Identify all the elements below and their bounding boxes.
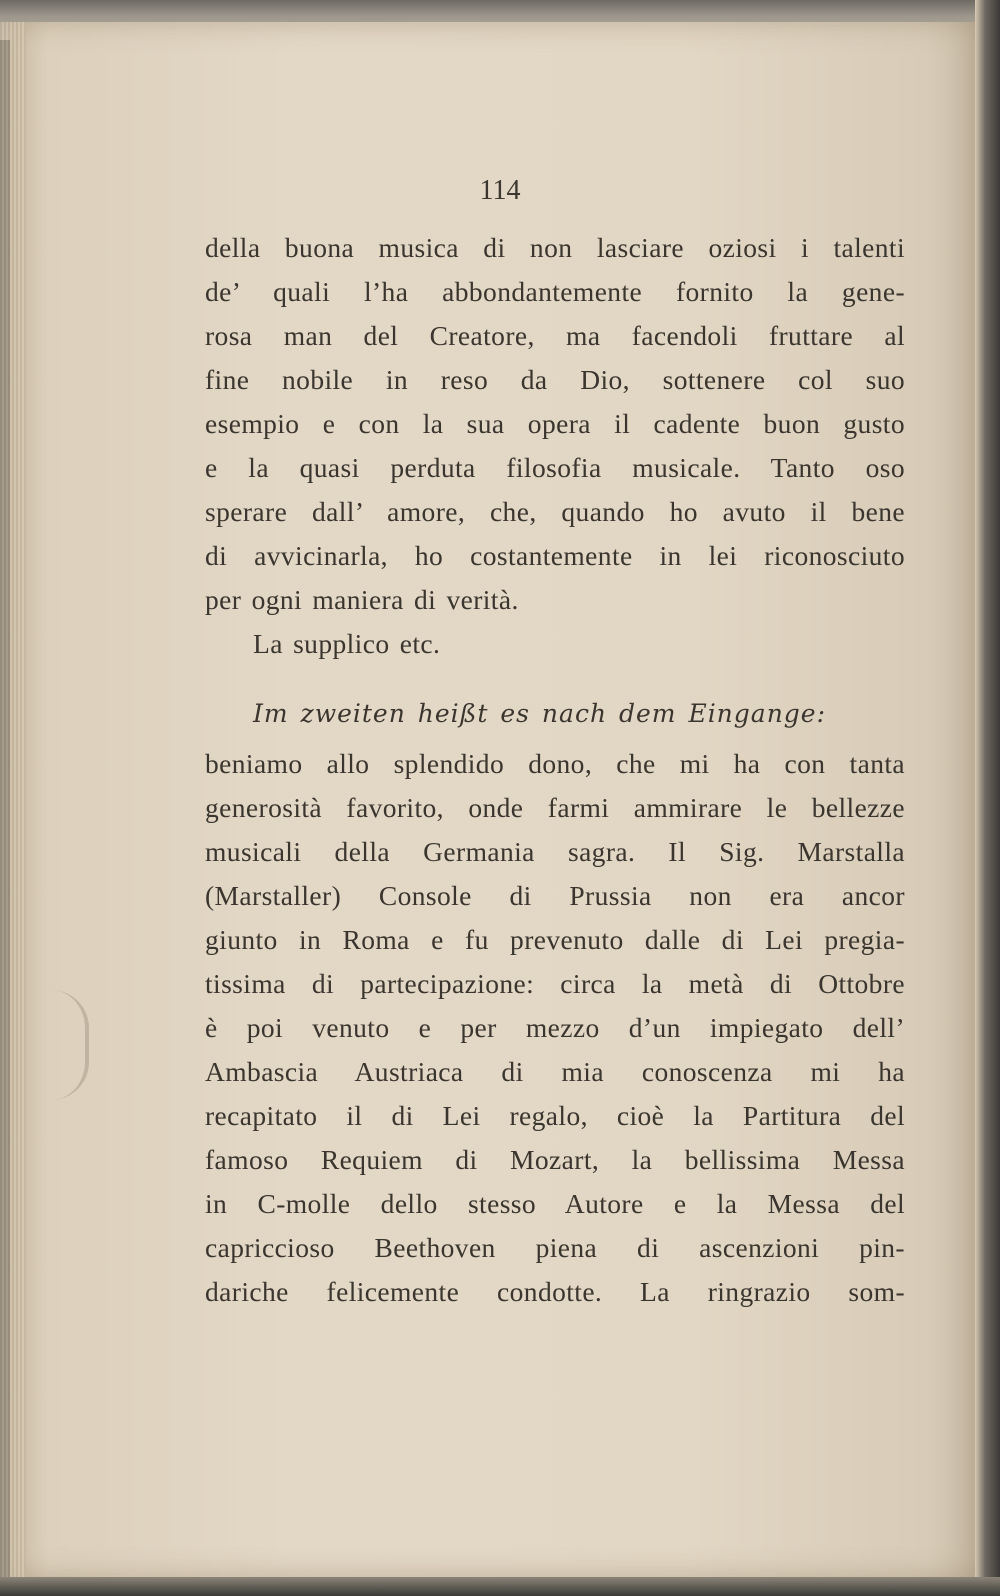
text-line: di avvicinarla, ho costantemente in lei riconosciuto: [205, 540, 905, 571]
text-line: giunto in Roma e fu prevenuto dalle di Lei pregia-: [205, 924, 905, 955]
text-line: tissima di partecipazione: circa la metà di Ottobre: [205, 968, 905, 999]
text-line: in C-molle dello stesso Autore e la Messa del: [205, 1188, 905, 1219]
text-line: musicali della Germania sagra. Il Sig. Marstalla: [205, 836, 905, 867]
text-line: famoso Requiem di Mozart, la bellissima Messa: [205, 1144, 905, 1175]
text-line: (Marstaller) Console di Prussia non era ancor: [205, 880, 905, 911]
text-line: esempio e con la sua opera il cadente buon gusto: [205, 408, 905, 439]
page-clip-mark: [0, 990, 89, 1100]
page-number: 114: [479, 175, 521, 206]
text-line: Ambascia Austriaca di mia conoscenza mi ha: [205, 1056, 905, 1087]
german-intro: Im zweiten heißt es nach dem Eingange:: [253, 699, 827, 728]
book-right-edge: [975, 0, 1000, 1596]
text-line: sperare dall’ amore, che, quando ho avuto il bene: [205, 496, 905, 527]
text-line: rosa man del Creatore, ma facendoli fruttare al: [205, 320, 905, 351]
text-line: generosità favorito, onde farmi ammirare le bellezze: [205, 792, 905, 823]
text-line: della buona musica di non lasciare oziosi i talenti: [205, 232, 905, 263]
book-bottom-edge: [0, 1577, 1000, 1596]
text-line: beniamo allo splendido dono, che mi ha con tanta: [205, 748, 905, 779]
closing-line: La supplico etc.: [253, 628, 441, 659]
page-edges-left: [0, 22, 26, 1577]
text-line: recapitato il di Lei regalo, cioè la Partitura del: [205, 1100, 905, 1131]
text-line: capriccioso Beethoven piena di ascenzioni pin-: [205, 1232, 905, 1263]
text-line: e la quasi perduta filosofia musicale. Tanto oso: [205, 452, 905, 483]
text-line: dariche felicemente condotte. La ringrazio som-: [205, 1276, 905, 1307]
text-line: è poi venuto e per mezzo d’un impiegato dell’: [205, 1012, 905, 1043]
page-text: [205, 226, 905, 1314]
text-line: de’ quali l’ha abbondantemente fornito la gene-: [205, 276, 905, 307]
text-line: per ogni maniera di verità.: [205, 584, 519, 615]
text-line: fine nobile in reso da Dio, sottenere col suo: [205, 364, 905, 395]
section-gap: [205, 666, 905, 692]
